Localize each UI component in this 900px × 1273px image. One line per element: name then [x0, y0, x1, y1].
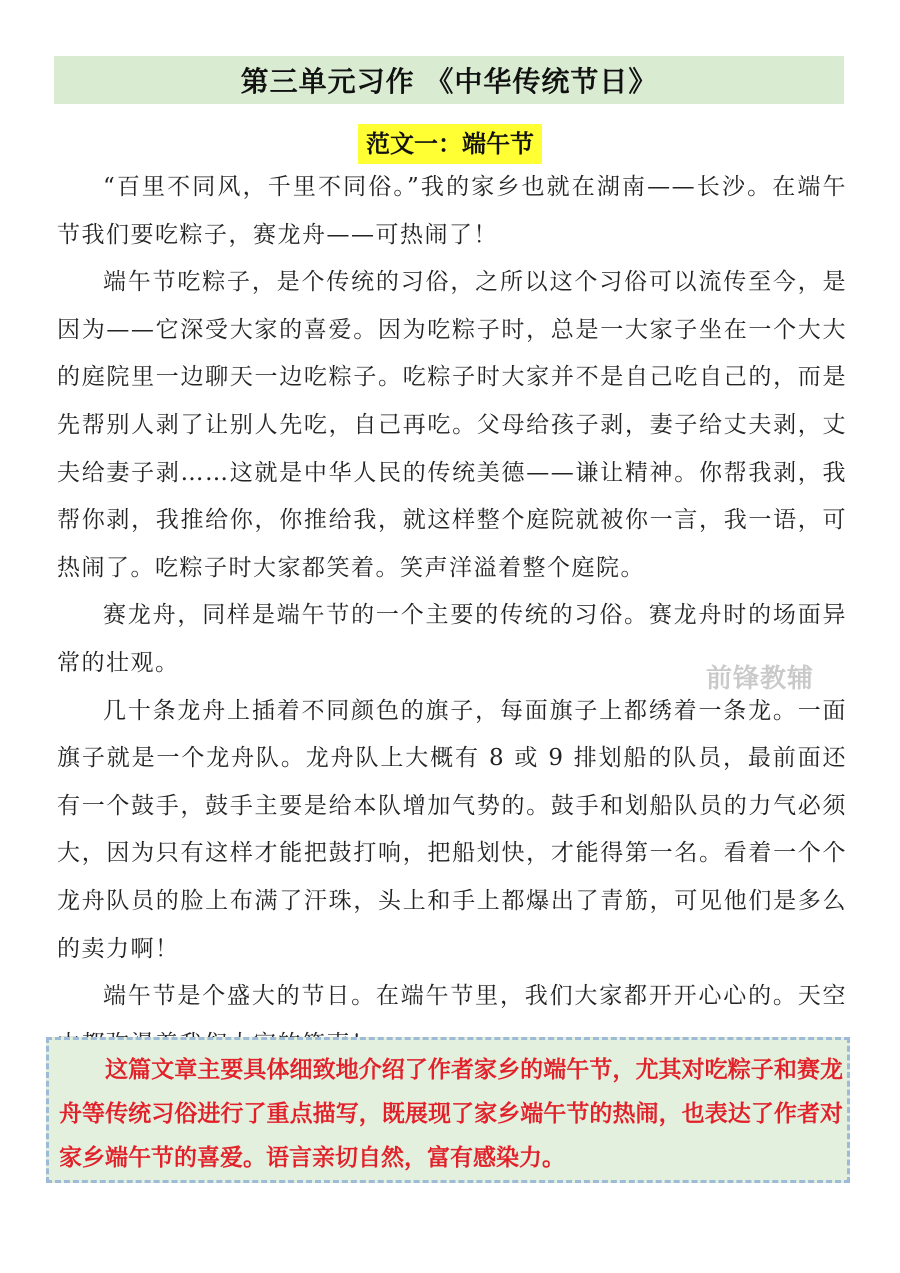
summary-box [46, 1037, 850, 1183]
essay-subtitle: 范文一：端午节 [358, 124, 542, 164]
summary-text: 这篇文章主要具体细致地介绍了作者家乡的端午节，尤其对吃粽子和赛龙舟等传统习俗进行了重点描写，既展现了家乡端午节的热闹，也表达了作者对家乡端午节的喜爱。语言亲切自然，富有感染力。 [59, 1056, 843, 1171]
page-title: 第三单元习作 《中华传统节日》 [240, 65, 658, 98]
watermark-text: 前锋教辅 [706, 664, 815, 694]
paragraph-dragon-boat-detail: 几十条龙舟上插着不同颜色的旗子，每面旗子上都绣着一条龙。一面旗子就是一个龙舟队。龙舟队上大概有 8 或 9 排划船的队员，最前面还有一个鼓手，鼓手主要是给本队增加气势的。鼓手和划船队员的力气必须大，因为只有这样才能把鼓打响，把船划快，才能得第一名。看着一个个龙舟队员的脸上布满了汗珠，头上和手上都爆出了青筋，可见他们是多么的卖力啊！ [57, 697, 847, 962]
essay-body [57, 164, 847, 1068]
paragraph-zongzi: 端午节吃粽子，是个传统的习俗，之所以这个习俗可以流传至今，是因为——它深受大家的喜爱。因为吃粽子时，总是一大家子坐在一个大大的庭院里一边聊天一边吃粽子。吃粽子时大家并不是自己吃自己的，而是先帮别人剥了让别人先吃，自己再吃。父母给孩子剥，妻子给丈夫剥，丈夫给妻子剥……这就是中华人民的传统美德——谦让精神。你帮我剥，我帮你剥，我推给你，你推给我，就这样整个庭院就被你一言，我一语，可热闹了。吃粽子时大家都笑着。笑声洋溢着整个庭院。 [57, 269, 847, 581]
paragraph-intro: “百里不同风，千里不同俗。”我的家乡也就在湖南——长沙。在端午节我们要吃粽子，赛龙舟——可热闹了！ [57, 174, 847, 248]
paragraph-dragon-boat-intro: 赛龙舟，同样是端午节的一个主要的传统的习俗。赛龙舟时的场面异常的壮观。 [57, 602, 847, 676]
title-bar [54, 56, 844, 104]
paragraph-conclusion: 端午节是个盛大的节日。在端午节里，我们大家都开开心心的。天空 [103, 983, 847, 1010]
subtitle-container [0, 124, 900, 164]
